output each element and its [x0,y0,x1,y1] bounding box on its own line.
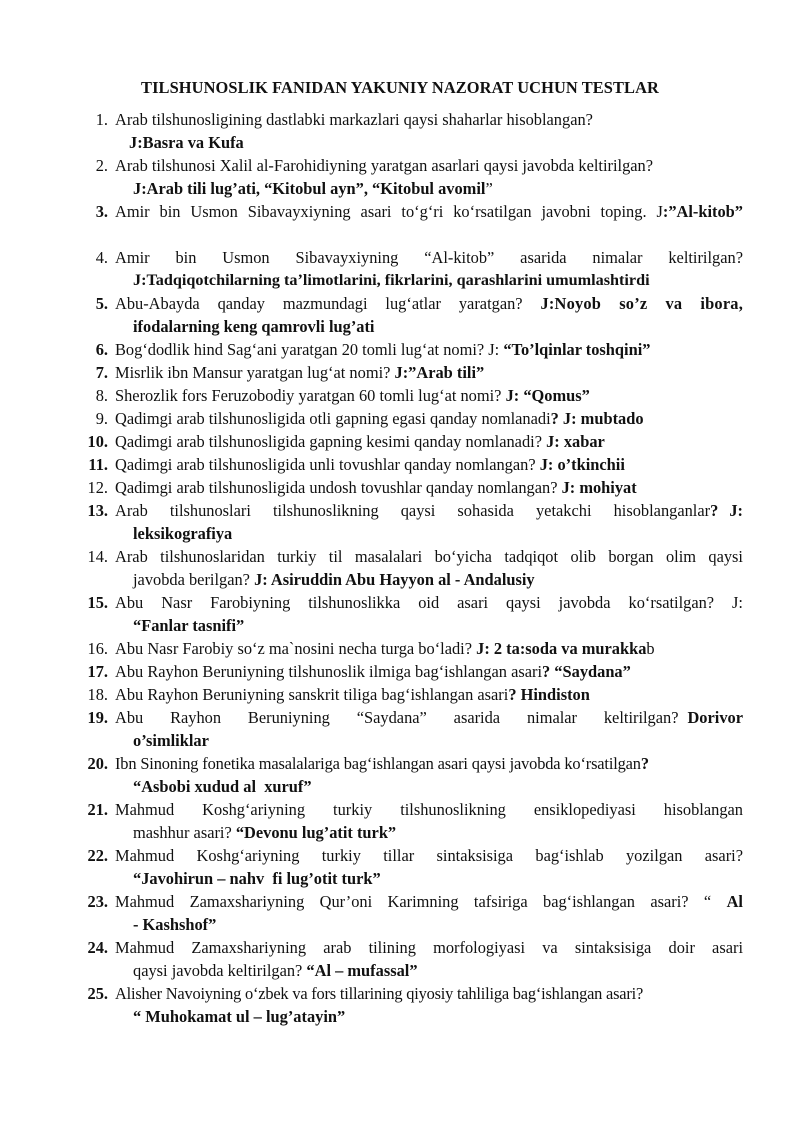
question-text: Bog‘dodlik hind Sag‘ani yaratgan 20 tomli lug‘at nomi? J: “To’lqinlar toshqini” [115,340,651,359]
item-number: 4. [95,248,108,267]
question-text: Qadimgi arab tilshunosligida otli gapning egasi qanday nomlanadi? J: mubtado [115,409,644,428]
list-item [0,246,800,292]
list-item [0,752,800,798]
list-item [0,200,800,246]
answer-text: J:”Arab tili” [394,363,485,382]
question-text: Arab tilshunoslaridan turkiy til masalalari bo‘yicha tadqiqot olib borgan olim qaysi [115,547,743,566]
answer-text: o’simliklar [133,731,209,750]
question-text: Abu Rayhon Beruniyning “Saydana” asarida nimalar keltirilgan? Dorivor [115,708,743,727]
list-item [0,660,800,683]
answer-text: ? Hindiston [508,685,590,704]
answer-text: :”Al-kitob” [662,202,743,221]
question-text: Arab tilshunoslari tilshunoslikning qaysi sohasida yetakchi hisoblanganlar? J: [115,501,743,520]
list-item [0,890,800,936]
question-text: Qadimgi arab tilshunosligida gapning kesimi qanday nomlanadi? J: xabar [115,432,605,451]
item-number: 15. [87,593,108,612]
answer-text: J:Arab tili lug’ati, “Kitobul ayn”, “Kitobul avomil” [133,179,493,198]
answer-text: “Asbobi xudud al xuruf” [133,777,312,796]
item-number: 19. [87,708,108,727]
list-item [0,706,800,752]
question-text: Sherozlik fors Feruzobodiy yaratgan 60 tomli lug‘at nomi? J: “Qomus” [115,386,590,405]
list-item [0,936,800,982]
answer-text: ? “Saydana” [542,662,631,681]
list-item [0,338,800,361]
item-number: 14. [87,547,108,566]
list-item [0,453,800,476]
item-number: 3. [95,202,108,221]
answer-text: “Fanlar tasnifi” [133,616,245,635]
question-text: Alisher Navoiyning o‘zbek va fors tillarining qiyosiy tahliliga bag‘ishlangan asari? [115,984,644,1003]
item-number: 24. [87,938,108,957]
item-number: 13. [87,501,108,520]
question-text: Misrlik ibn Mansur yaratgan lug‘at nomi? J:”Arab tili” [115,363,485,382]
question-text: Mahmud Koshg‘ariyning turkiy tillar sintaksisiga bag‘ishlab yozilgan asari? [115,846,743,865]
question-text: Mahmud Zamaxshariyning arab tilining morfologiyasi va sintaksisiga doir asari [115,938,743,957]
item-number: 9. [95,409,108,428]
question-text: Abu-Abayda qanday mazmundagi lug‘atlar yaratgan? J:Noyob so’z va ibora, [115,294,743,313]
question-text: Amir bin Usmon Sibavayxiyning asari to‘g‘ri ko‘rsatilgan javobni toping. J:”Al-kitob” [115,202,743,221]
question-text: Amir bin Usmon Sibavayxiyning “Al-kitob” asarida nimalar keltirilgan? [115,248,743,267]
item-number: 5. [95,294,108,313]
answer-text: J: xabar [546,432,605,451]
answer-text: ? J: mubtado [550,409,644,428]
document-title: TILSHUNOSLIK FANIDAN YAKUNIY NAZORAT UCHUN TESTLAR [141,78,659,97]
question-text: Abu Rayhon Beruniyning tilshunoslik ilmiga bag‘ishlangan asari? “Saydana” [115,662,631,681]
question-text: Abu Rayhon Beruniyning sanskrit tiliga bag‘ishlangan asari? Hindiston [115,685,590,704]
answer-text: J:Tadqiqotchilarning ta’limotlarini, fikrlarini, qarashlarini umumlashtirdi [133,271,650,289]
item-number: 17. [87,662,108,681]
item-number: 12. [87,478,108,497]
answer-text: mashhur asari? “Devonu lug’atit turk” [133,823,397,842]
list-item [0,591,800,637]
answer-text: J: 2 ta:soda va murakka [476,639,647,658]
list-item [0,982,800,1028]
answer-text: “ Muhokamat ul – lug’atayin” [133,1007,346,1026]
list-item [0,476,800,499]
item-number: 25. [87,984,108,1003]
test-list [0,108,800,1028]
answer-text: leksikografiya [133,524,233,543]
answer-text: ifodalarning keng qamrovli lug’ati [133,317,375,336]
question-text: Mahmud Zamaxshariyning Qur’oni Karimning tafsiriga bag‘ishlangan asari? “ Al [115,892,743,911]
item-number: 8. [95,386,108,405]
list-item [0,499,800,545]
list-item [0,361,800,384]
answer-text: J: o’tkinchii [539,455,625,474]
item-number: 18. [87,685,108,704]
list-item [0,430,800,453]
list-item [0,637,800,660]
answer-text: J: “Qomus” [505,386,590,405]
list-item [0,683,800,706]
item-number: 22. [87,846,108,865]
answer-text: qaysi javobda keltirilgan? “Al – mufassal” [133,961,418,980]
list-item [0,545,800,591]
item-number: 11. [88,455,108,474]
answer-text: J: mohiyat [561,478,637,497]
item-number: 10. [87,432,108,451]
question-text: Qadimgi arab tilshunosligida undosh tovushlar qanday nomlangan? J: mohiyat [115,478,637,497]
question-text: Abu Nasr Farobiy so‘z ma`nosini necha turga bo‘ladi? J: 2 ta:soda va murakkab [115,639,655,658]
question-text: Qadimgi arab tilshunosligida unli tovushlar qanday nomlangan? J: o’tkinchii [115,455,625,474]
item-number: 21. [87,800,108,819]
list-item [0,292,800,338]
list-item [0,154,800,200]
item-number: 20. [87,754,108,773]
question-text: Arab tilshunosligining dastlabki markazlari qaysi shaharlar hisoblangan? [115,110,593,129]
list-item [0,798,800,844]
list-item [0,384,800,407]
answer-text: javobda berilgan? J: Asiruddin Abu Hayyon al - Andalusiy [133,570,535,589]
item-number: 7. [95,363,108,382]
question-text: Arab tilshunosi Xalil al-Farohidiyning yaratgan asarlari qaysi javobda keltirilgan? [115,156,654,175]
answer-text: “Javohirun – nahv fi lug’otit turk” [133,869,381,888]
list-item [0,407,800,430]
item-number: 16. [87,639,108,658]
answer-text: J:Basra va Kufa [129,133,244,152]
item-number: 2. [95,156,108,175]
item-number: 6. [95,340,108,359]
item-number: 1. [95,110,108,129]
question-text: Mahmud Koshg‘ariyning turkiy tilshunoslikning ensiklopediyasi hisoblangan [115,800,743,819]
answer-text: “To’lqinlar toshqini” [503,340,651,359]
question-text: Abu Nasr Farobiyning tilshunoslikka oid asari qaysi javobda ko‘rsatilgan? J: [115,593,743,612]
answer-text: - Kashshof” [133,915,217,934]
list-item [0,844,800,890]
list-item [0,108,800,154]
item-number: 23. [87,892,108,911]
question-text: Ibn Sinoning fonetika masalalariga bag‘ishlangan asari qaysi javobda ko‘rsatilgan? [115,754,649,773]
